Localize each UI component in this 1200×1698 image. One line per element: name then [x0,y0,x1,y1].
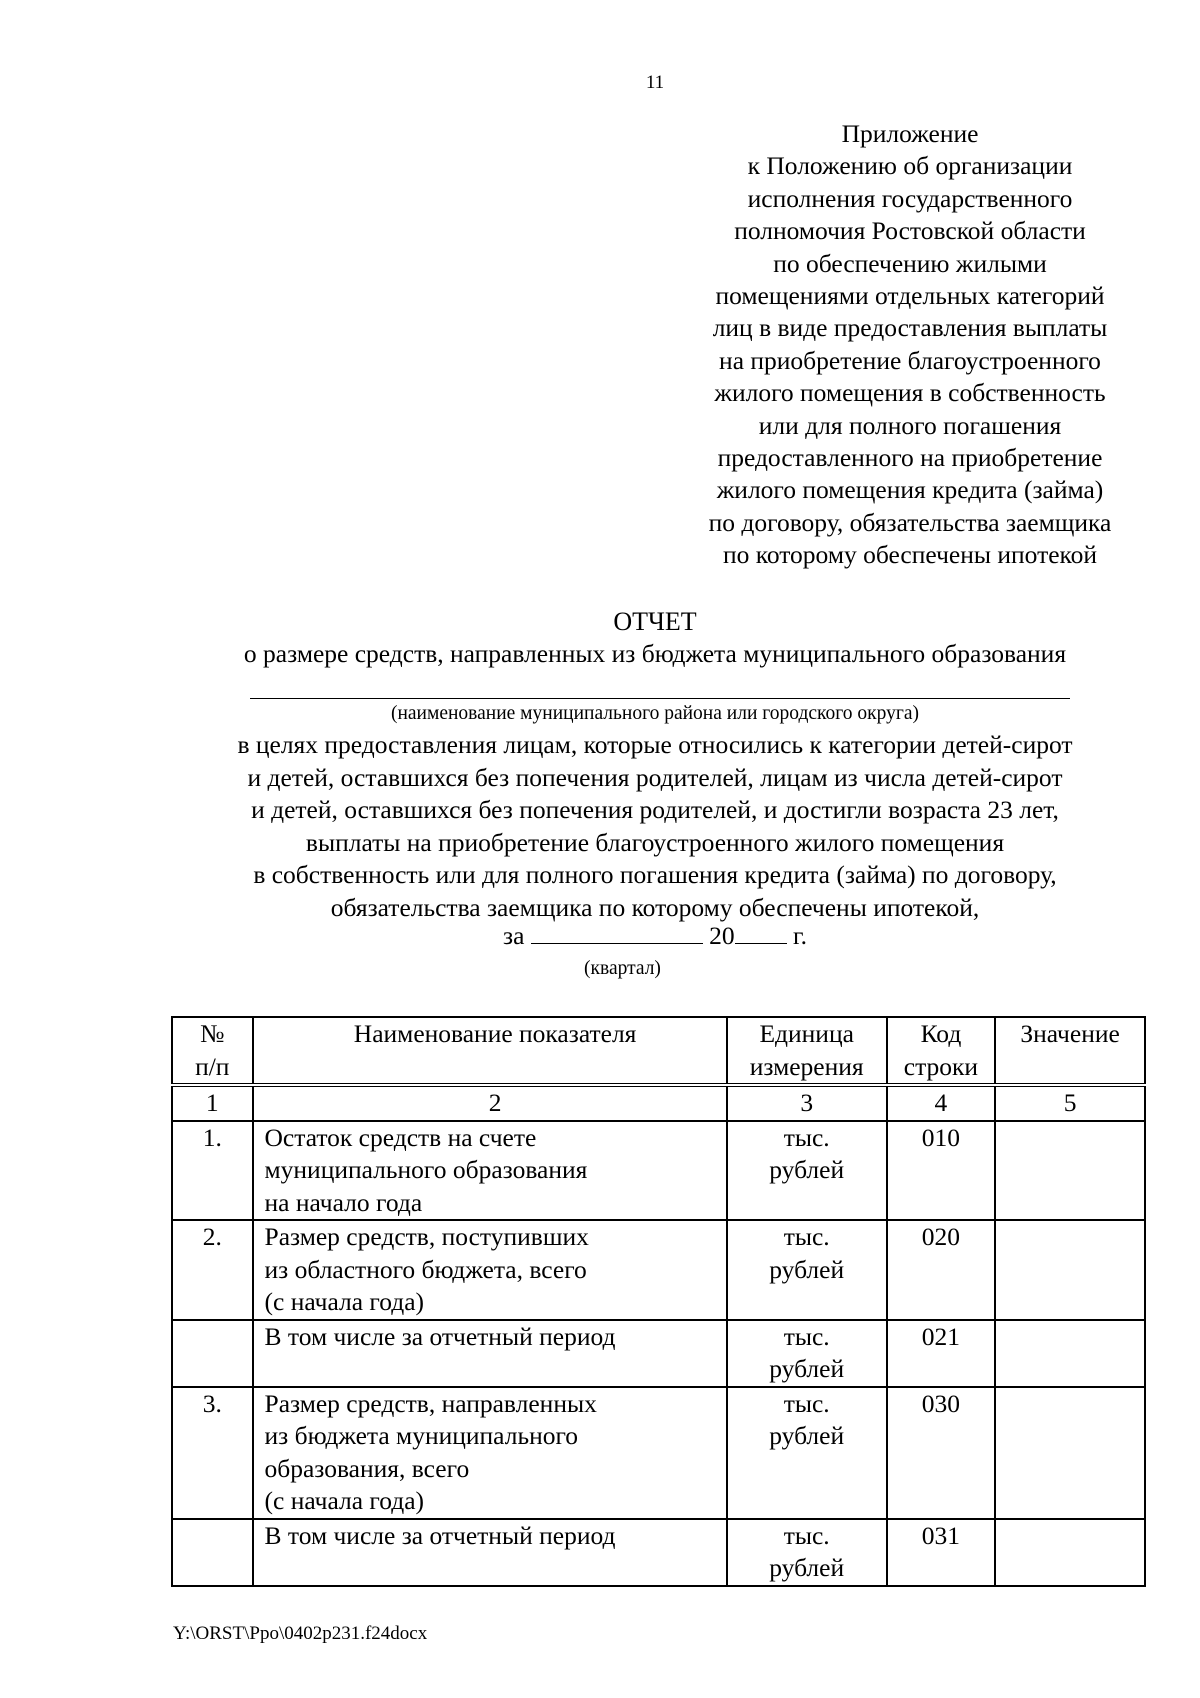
report-period [0,920,1200,952]
row-value-cell[interactable] [995,1387,1145,1519]
purpose-line: и детей, оставшихся без попечения родителей, лицам из числа детей-сирот [247,762,1063,792]
row-code: 020 [887,1220,996,1320]
table-row [172,1220,1145,1320]
row-code: 021 [887,1320,996,1387]
appendix-line: жилого помещения кредита (займа) [716,475,1104,505]
row-name-line: Размер средств, поступивших [264,1222,589,1251]
row-unit-line: тыс. [783,1122,830,1152]
row-name-line: образования, всего [264,1453,470,1483]
row-unit-line: тыс. [783,1388,830,1418]
row-name [253,1320,727,1387]
table-row [172,1387,1145,1519]
header-name-line: Наименование показателя [353,1019,637,1048]
row-name [253,1121,727,1221]
row-value-cell[interactable] [995,1121,1145,1221]
row-name-line: (с начала года) [264,1287,425,1316]
purpose-line: в целях предоставления лицам, которые относились к категории детей-сирот [237,730,1073,759]
column-number: 4 [887,1085,996,1121]
report-purpose [0,729,1200,924]
row-num [172,1519,253,1586]
header-num-line: № [200,1019,225,1048]
column-number: 2 [253,1085,727,1121]
period-prefix: за [503,921,525,950]
appendix-line: по договору, обязательства заемщика [708,507,1112,537]
appendix-heading [680,118,1140,572]
header-code-line: строки [903,1051,979,1081]
column-number: 3 [727,1085,887,1121]
purpose-line: в собственность или для полного погашения кредита (займа) по договору, [253,860,1057,889]
period-suffix: г. [793,921,807,950]
header-value-line: Значение [1020,1019,1120,1048]
column-number: 1 [172,1085,253,1121]
row-unit-line: рублей [769,1421,845,1450]
row-code: 010 [887,1121,996,1221]
appendix-line: Приложение [841,119,979,148]
row-name-line: В том числе за отчетный период [264,1520,616,1550]
row-name-line: (с начала года) [264,1486,425,1515]
row-num: 2. [172,1220,253,1320]
row-num: 3. [172,1387,253,1519]
appendix-line: на приобретение благоустроенного [719,345,1101,375]
report-title: ОТЧЕТ [613,607,697,636]
header-num-line: п/п [195,1051,230,1081]
row-unit-line: тыс. [783,1520,830,1550]
page-number: 11 [645,72,665,93]
report-subtitle: о размере средств, направленных из бюджета муниципального образования [243,639,1067,668]
municipality-name-blank [250,698,1070,699]
report-table [171,1016,1146,1587]
municipality-name-caption: (наименование муниципального района или городского округа) [390,703,920,724]
appendix-line: лиц в виде предоставления выплаты [712,313,1108,343]
row-name-line: из бюджета муниципального [264,1421,579,1450]
appendix-line: предоставленного на приобретение [717,443,1103,473]
header-code [887,1017,996,1085]
column-number: 5 [995,1085,1145,1121]
appendix-line: исполнения государственного [747,183,1073,213]
row-name-line: на начало года [264,1187,423,1217]
row-unit-line: рублей [769,1354,845,1383]
row-code: 031 [887,1519,996,1586]
appendix-line: жилого помещения в собственность [714,378,1106,408]
quarter-caption: (квартал) [584,958,661,979]
row-name-line: Остаток средств на счете [264,1122,537,1152]
row-code: 030 [887,1387,996,1519]
appendix-line: по которому обеспечены ипотекой [722,540,1098,570]
appendix-line: полномочия Ростовской области [734,216,1086,246]
row-value-cell[interactable] [995,1320,1145,1387]
purpose-line: выплаты на приобретение благоустроенного жилого помещения [305,827,1005,857]
quarter-blank [531,921,703,944]
header-unit [727,1017,887,1085]
table-row [172,1121,1145,1221]
header-unit-line: Единица [759,1019,854,1048]
row-name-line: Размер средств, направленных [264,1388,597,1418]
row-unit [727,1387,887,1519]
table-row [172,1519,1145,1586]
header-name [253,1017,727,1085]
row-name [253,1220,727,1320]
row-name [253,1387,727,1519]
header-num [172,1017,253,1085]
row-name-line: муниципального образования [264,1155,588,1184]
header-unit-line: измерения [749,1051,864,1081]
header-value [995,1017,1145,1085]
appendix-line: по обеспечению жилыми [773,248,1047,278]
row-num: 1. [172,1121,253,1221]
row-unit-line: рублей [769,1254,845,1284]
row-unit [727,1519,887,1586]
row-unit [727,1320,887,1387]
appendix-line: помещениями отдельных категорий [715,281,1105,311]
row-value-cell[interactable] [995,1519,1145,1586]
row-name-line: В том числе за отчетный период [264,1321,616,1351]
appendix-line: к Положению об организации [747,151,1073,181]
header-code-line: Код [920,1019,962,1048]
row-name-line: из областного бюджета, всего [264,1254,587,1284]
table-header-row [172,1017,1145,1085]
row-unit [727,1121,887,1221]
purpose-line: и детей, оставшихся без попечения родителей, и достигли возраста 23 лет, [251,795,1059,824]
purpose-line: обязательства заемщика по которому обеспечены ипотекой, [330,892,980,922]
column-number-row [172,1085,1145,1121]
table-row [172,1320,1145,1387]
year-prefix: 20 [709,921,735,950]
row-unit-line: тыс. [783,1321,830,1351]
row-unit-line: рублей [769,1553,845,1582]
year-blank [735,921,787,944]
file-path-footer: Y:\ORST\Ppo\0402p231.f24docx [173,1623,428,1644]
row-num [172,1320,253,1387]
row-unit-line: тыс. [783,1222,830,1251]
row-name [253,1519,727,1586]
row-value-cell[interactable] [995,1220,1145,1320]
row-unit [727,1220,887,1320]
appendix-line: или для полного погашения [758,410,1062,440]
row-unit-line: рублей [769,1155,845,1184]
